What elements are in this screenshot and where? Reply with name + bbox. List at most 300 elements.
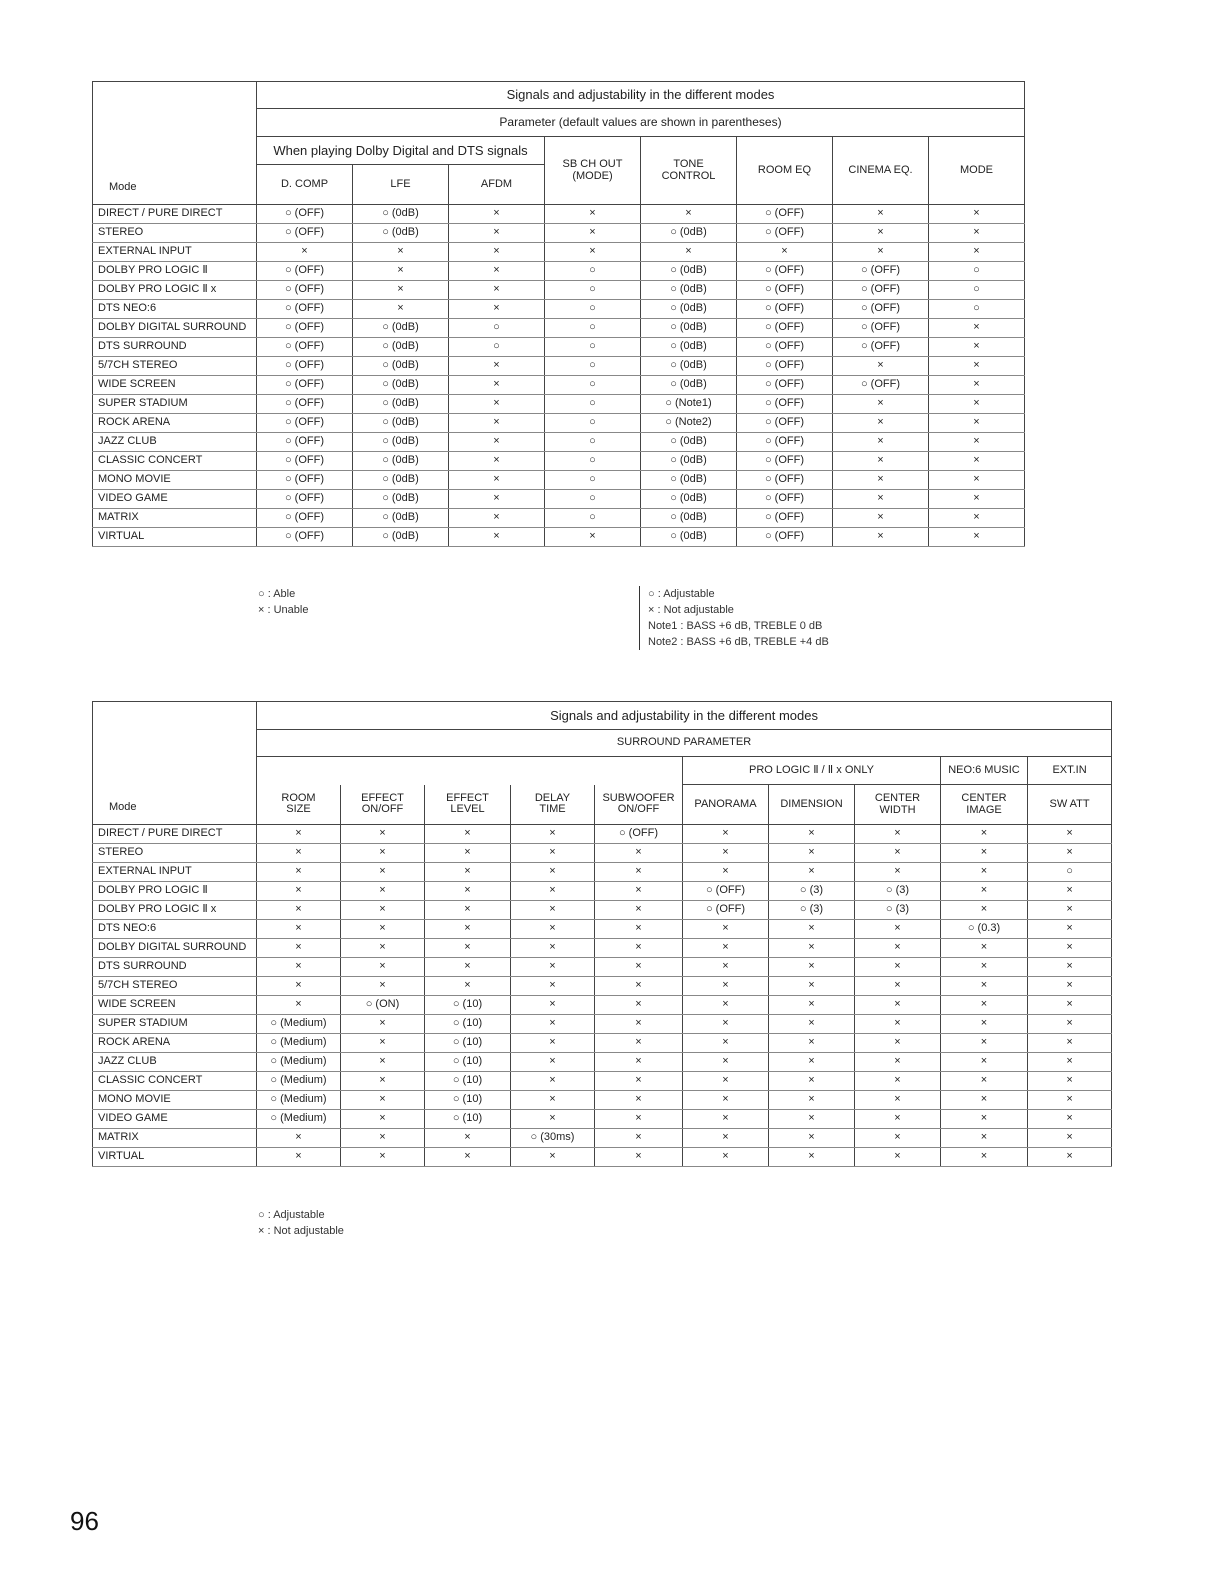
table-cell: ○ (OFF) xyxy=(833,319,929,338)
column-header: CENTER WIDTH xyxy=(855,785,941,825)
mode-column-header: Mode xyxy=(93,82,257,205)
table-row xyxy=(93,1110,1112,1129)
table-cell: × xyxy=(449,281,545,300)
parameter-subheader: Parameter (default values are shown in parentheses) xyxy=(257,109,1025,137)
mode-cell: DTS NEO:6 xyxy=(93,920,257,939)
table-cell: × xyxy=(341,882,425,901)
column-header: TONE CONTROL xyxy=(641,137,737,205)
table-cell: × xyxy=(449,433,545,452)
table-cell: ○ (10) xyxy=(425,996,511,1015)
table-cell: × xyxy=(1028,1148,1112,1167)
extin-header: EXT.IN xyxy=(1028,757,1112,785)
table-row xyxy=(93,1034,1112,1053)
table-cell: × xyxy=(833,224,929,243)
table-row xyxy=(93,528,1025,547)
table-cell: ○ (0dB) xyxy=(353,205,449,224)
table-row xyxy=(93,319,1025,338)
table-row xyxy=(93,882,1112,901)
table-cell: × xyxy=(929,528,1025,547)
table-cell: × xyxy=(595,1034,683,1053)
dolby-dts-header: When playing Dolby Digital and DTS signals xyxy=(257,137,545,165)
table-cell: × xyxy=(855,863,941,882)
table-cell: × xyxy=(257,958,341,977)
legend-note: Note1 : BASS +6 dB, TREBLE 0 dB xyxy=(648,620,823,632)
table-cell: ○ (OFF) xyxy=(257,414,353,433)
mode-cell: EXTERNAL INPUT xyxy=(93,863,257,882)
table-cell: × xyxy=(941,977,1028,996)
table-cell: × xyxy=(941,1053,1028,1072)
table-cell: × xyxy=(257,996,341,1015)
table-cell: × xyxy=(941,958,1028,977)
table-cell: × xyxy=(341,977,425,996)
table-cell: ○ (3) xyxy=(855,882,941,901)
column-header: ROOM EQ xyxy=(737,137,833,205)
table-cell: × xyxy=(341,958,425,977)
table-cell: ○ xyxy=(545,414,641,433)
table-cell: × xyxy=(341,1091,425,1110)
table-cell: ○ (0dB) xyxy=(353,452,449,471)
table-cell: × xyxy=(1028,1129,1112,1148)
table-cell: × xyxy=(595,1053,683,1072)
table-row xyxy=(93,1015,1112,1034)
table-cell: × xyxy=(941,1072,1028,1091)
table-cell: × xyxy=(511,882,595,901)
table-cell: ○ (OFF) xyxy=(257,281,353,300)
table-cell: × xyxy=(449,376,545,395)
table-row xyxy=(93,414,1025,433)
table-cell: ○ (OFF) xyxy=(833,262,929,281)
table-cell: × xyxy=(929,243,1025,262)
table-cell: ○ (0dB) xyxy=(641,357,737,376)
table-cell: × xyxy=(257,1129,341,1148)
mode-cell: VIDEO GAME xyxy=(93,490,257,509)
table-cell: × xyxy=(595,901,683,920)
table-cell: × xyxy=(941,844,1028,863)
mode-cell: DIRECT / PURE DIRECT xyxy=(93,825,257,844)
table-cell: ○ (OFF) xyxy=(833,376,929,395)
table-row xyxy=(93,452,1025,471)
table-cell: × xyxy=(1028,958,1112,977)
table-cell: ○ xyxy=(545,490,641,509)
table-cell: × xyxy=(941,901,1028,920)
legend-note: Note2 : BASS +6 dB, TREBLE +4 dB xyxy=(648,636,829,648)
column-header: EFFECT ON/OFF xyxy=(341,785,425,825)
legend-item: × : Not adjustable xyxy=(258,1225,344,1237)
table-cell: × xyxy=(855,1148,941,1167)
table-cell: × xyxy=(769,825,855,844)
table-cell: × xyxy=(257,844,341,863)
table-row xyxy=(93,958,1112,977)
table-cell: ○ (0dB) xyxy=(641,376,737,395)
column-header: EFFECT LEVEL xyxy=(425,785,511,825)
column-header: AFDM xyxy=(449,165,545,205)
table-cell: ○ (OFF) xyxy=(257,319,353,338)
table-cell: × xyxy=(425,1148,511,1167)
table-cell: ○ xyxy=(449,319,545,338)
table-cell: ○ (OFF) xyxy=(737,357,833,376)
table-cell: ○ (OFF) xyxy=(737,205,833,224)
table-cell: ○ xyxy=(545,452,641,471)
table-cell: × xyxy=(449,490,545,509)
table-cell: × xyxy=(341,844,425,863)
table-cell: × xyxy=(511,1072,595,1091)
table-cell: × xyxy=(683,844,769,863)
table-cell: × xyxy=(683,958,769,977)
table-row xyxy=(93,844,1112,863)
table-cell: × xyxy=(769,1015,855,1034)
column-header: D. COMP xyxy=(257,165,353,205)
table-cell: ○ (0dB) xyxy=(353,433,449,452)
column-header: CENTER IMAGE xyxy=(941,785,1028,825)
table-cell: ○ (10) xyxy=(425,1053,511,1072)
surround-parameter-subheader: SURROUND PARAMETER xyxy=(257,730,1112,757)
mode-cell: VIRTUAL xyxy=(93,1148,257,1167)
table-cell: ○ (OFF) xyxy=(737,433,833,452)
table-cell: × xyxy=(1028,1091,1112,1110)
table-cell: ○ (0dB) xyxy=(641,319,737,338)
table-cell: × xyxy=(769,1129,855,1148)
table-cell: × xyxy=(511,1148,595,1167)
mode-cell: JAZZ CLUB xyxy=(93,1053,257,1072)
table-cell: × xyxy=(511,958,595,977)
table-cell: × xyxy=(511,1015,595,1034)
column-header: MODE xyxy=(929,137,1025,205)
table-cell: ○ (OFF) xyxy=(683,882,769,901)
table-cell: × xyxy=(511,863,595,882)
table-cell: × xyxy=(341,1053,425,1072)
pro-logic-header: PRO LOGIC Ⅱ / Ⅱ x ONLY xyxy=(683,757,941,785)
table-cell: × xyxy=(769,1148,855,1167)
table-cell: ○ (0dB) xyxy=(353,338,449,357)
legend-item: ○ : Adjustable xyxy=(258,1209,325,1221)
table-cell: ○ (OFF) xyxy=(737,528,833,547)
table-cell: ○ xyxy=(929,262,1025,281)
table-cell: ○ xyxy=(545,338,641,357)
table-cell: ○ (OFF) xyxy=(683,901,769,920)
table-cell: × xyxy=(341,1110,425,1129)
table-cell: × xyxy=(769,920,855,939)
table-cell: ○ xyxy=(545,471,641,490)
table-cell: ○ (OFF) xyxy=(257,300,353,319)
mode-cell: DOLBY PRO LOGIC Ⅱ x xyxy=(93,281,257,300)
table-cell: ○ (OFF) xyxy=(737,452,833,471)
table-cell: × xyxy=(545,528,641,547)
table-cell: × xyxy=(425,939,511,958)
legend-item: × : Unable xyxy=(258,604,309,616)
table-cell: × xyxy=(683,825,769,844)
table-cell: × xyxy=(511,1110,595,1129)
table-cell: × xyxy=(595,920,683,939)
mode-cell: DOLBY DIGITAL SURROUND xyxy=(93,319,257,338)
table-cell: × xyxy=(683,996,769,1015)
table-cell: × xyxy=(833,509,929,528)
mode-cell: VIRTUAL xyxy=(93,528,257,547)
mode-cell: WIDE SCREEN xyxy=(93,376,257,395)
table-row xyxy=(93,1072,1112,1091)
table-cell: ○ (3) xyxy=(769,882,855,901)
table-cell: ○ (OFF) xyxy=(257,490,353,509)
table-cell: × xyxy=(683,1072,769,1091)
table-body xyxy=(93,825,1112,1167)
table-cell: × xyxy=(929,338,1025,357)
table-cell: × xyxy=(833,471,929,490)
table-cell: × xyxy=(341,920,425,939)
table-cell: ○ (3) xyxy=(769,901,855,920)
table-cell: × xyxy=(855,958,941,977)
table-cell: × xyxy=(595,1110,683,1129)
table-row xyxy=(93,243,1025,262)
table-cell: × xyxy=(769,977,855,996)
table-cell: × xyxy=(737,243,833,262)
table-cell: × xyxy=(511,901,595,920)
table-cell: ○ (0dB) xyxy=(641,490,737,509)
legend-adjustable xyxy=(258,1207,344,1239)
table-cell: ○ xyxy=(545,319,641,338)
table-cell: ○ (Medium) xyxy=(257,1034,341,1053)
table-cell: ○ (0dB) xyxy=(353,319,449,338)
mode-cell: WIDE SCREEN xyxy=(93,996,257,1015)
table-cell: × xyxy=(683,920,769,939)
table-cell: × xyxy=(511,977,595,996)
table-cell: × xyxy=(929,395,1025,414)
mode-cell: 5/7CH STEREO xyxy=(93,357,257,376)
table-cell: × xyxy=(769,1110,855,1129)
table-cell: ○ (0dB) xyxy=(353,528,449,547)
table-row xyxy=(93,1053,1112,1072)
table-cell: × xyxy=(1028,1015,1112,1034)
table-cell: × xyxy=(855,1129,941,1148)
table-cell: × xyxy=(929,357,1025,376)
page-number: 96 xyxy=(70,1506,99,1536)
table-cell: × xyxy=(855,1015,941,1034)
table-cell: ○ (OFF) xyxy=(257,376,353,395)
table-cell: ○ xyxy=(449,338,545,357)
mode-cell: 5/7CH STEREO xyxy=(93,977,257,996)
table-cell: × xyxy=(511,1034,595,1053)
table-cell: ○ (OFF) xyxy=(737,224,833,243)
table-row xyxy=(93,376,1025,395)
table-cell: × xyxy=(341,825,425,844)
table-cell: × xyxy=(425,958,511,977)
table-cell: × xyxy=(683,1129,769,1148)
table-cell: × xyxy=(941,939,1028,958)
table-cell: × xyxy=(941,1015,1028,1034)
table-cell: × xyxy=(929,376,1025,395)
table-cell: × xyxy=(929,471,1025,490)
table-cell: × xyxy=(941,996,1028,1015)
table-cell: × xyxy=(353,262,449,281)
table-row xyxy=(93,1148,1112,1167)
table-cell: × xyxy=(341,1129,425,1148)
mode-cell: SUPER STADIUM xyxy=(93,1015,257,1034)
table-cell: × xyxy=(833,205,929,224)
table-cell: × xyxy=(833,395,929,414)
table-cell: ○ xyxy=(545,395,641,414)
table-cell: × xyxy=(929,319,1025,338)
table-cell: ○ (0dB) xyxy=(641,452,737,471)
column-header: PANORAMA xyxy=(683,785,769,825)
table-cell: ○ (OFF) xyxy=(257,528,353,547)
table-cell: × xyxy=(1028,825,1112,844)
table-cell: ○ (0dB) xyxy=(353,395,449,414)
table-cell: ○ xyxy=(545,509,641,528)
mode-cell: MONO MOVIE xyxy=(93,471,257,490)
table-cell: × xyxy=(1028,1110,1112,1129)
mode-cell: CLASSIC CONCERT xyxy=(93,452,257,471)
mode-cell: SUPER STADIUM xyxy=(93,395,257,414)
column-header: SUBWOOFER ON/OFF xyxy=(595,785,683,825)
group-header: Signals and adjustability in the different modes xyxy=(257,702,1112,730)
table-cell: × xyxy=(769,958,855,977)
table-cell: ○ (OFF) xyxy=(595,825,683,844)
table-cell: ○ (0dB) xyxy=(641,338,737,357)
table-cell: ○ (OFF) xyxy=(257,452,353,471)
table-cell: ○ (OFF) xyxy=(257,471,353,490)
table-cell: × xyxy=(929,224,1025,243)
table-cell: ○ (0dB) xyxy=(641,471,737,490)
table-cell: × xyxy=(449,224,545,243)
table-cell: × xyxy=(595,1129,683,1148)
table-cell: ○ (ON) xyxy=(341,996,425,1015)
table-cell: × xyxy=(425,977,511,996)
table-cell: ○ (OFF) xyxy=(737,376,833,395)
table-row xyxy=(93,281,1025,300)
table-cell: × xyxy=(929,433,1025,452)
table-cell: × xyxy=(941,1091,1028,1110)
table-cell: × xyxy=(769,1091,855,1110)
table-cell: × xyxy=(855,939,941,958)
blank-header xyxy=(257,757,683,785)
table-row xyxy=(93,395,1025,414)
legend-item: ○ : Able xyxy=(258,588,296,600)
column-header: SB CH OUT (MODE) xyxy=(545,137,641,205)
table-cell: ○ (0dB) xyxy=(641,528,737,547)
table-row xyxy=(93,490,1025,509)
table-cell: × xyxy=(449,414,545,433)
table-cell: ○ (30ms) xyxy=(511,1129,595,1148)
table-cell: × xyxy=(855,1034,941,1053)
table-cell: × xyxy=(1028,1034,1112,1053)
table-cell: × xyxy=(855,920,941,939)
table-cell: ○ (3) xyxy=(855,901,941,920)
table-cell: × xyxy=(257,939,341,958)
table-cell: ○ (OFF) xyxy=(737,509,833,528)
mode-cell: CLASSIC CONCERT xyxy=(93,1072,257,1091)
mode-cell: DTS SURROUND xyxy=(93,338,257,357)
table-cell: × xyxy=(449,471,545,490)
table-cell: × xyxy=(683,863,769,882)
table-cell: ○ (OFF) xyxy=(257,357,353,376)
table-cell: × xyxy=(683,977,769,996)
table-cell: × xyxy=(511,1053,595,1072)
table-cell: ○ (0dB) xyxy=(353,357,449,376)
table-cell: ○ (0dB) xyxy=(353,376,449,395)
table-cell: ○ (10) xyxy=(425,1015,511,1034)
table-cell: × xyxy=(769,1034,855,1053)
table-cell: ○ (OFF) xyxy=(257,224,353,243)
table-cell: × xyxy=(511,825,595,844)
table-cell: × xyxy=(595,939,683,958)
table-cell: × xyxy=(425,882,511,901)
table-cell: × xyxy=(929,414,1025,433)
table-cell: × xyxy=(425,863,511,882)
table-cell: × xyxy=(449,205,545,224)
mode-cell: MONO MOVIE xyxy=(93,1091,257,1110)
table-cell: ○ (0dB) xyxy=(641,224,737,243)
table-cell: × xyxy=(511,939,595,958)
mode-cell: EXTERNAL INPUT xyxy=(93,243,257,262)
table-row xyxy=(93,357,1025,376)
table-cell: ○ xyxy=(545,262,641,281)
table-cell: × xyxy=(595,1015,683,1034)
table-row xyxy=(93,338,1025,357)
table-cell: × xyxy=(511,996,595,1015)
table-cell: × xyxy=(449,509,545,528)
table-cell: ○ (10) xyxy=(425,1110,511,1129)
table-cell: × xyxy=(641,243,737,262)
table-row xyxy=(93,262,1025,281)
table-cell: × xyxy=(833,243,929,262)
legend-item: ○ : Adjustable xyxy=(648,588,715,600)
table-cell: × xyxy=(511,1091,595,1110)
table-cell: ○ (Medium) xyxy=(257,1072,341,1091)
table-cell: × xyxy=(833,414,929,433)
table-cell: ○ (OFF) xyxy=(257,433,353,452)
table-body xyxy=(93,205,1025,547)
table-cell: × xyxy=(449,452,545,471)
mode-cell: DIRECT / PURE DIRECT xyxy=(93,205,257,224)
table-row xyxy=(93,300,1025,319)
table-cell: × xyxy=(595,1091,683,1110)
table-cell: × xyxy=(683,1091,769,1110)
table-cell: × xyxy=(341,863,425,882)
table-cell: × xyxy=(683,1148,769,1167)
table-cell: × xyxy=(425,844,511,863)
legend-item: × : Not adjustable xyxy=(648,604,734,616)
table-cell: × xyxy=(545,205,641,224)
table-cell: ○ xyxy=(545,281,641,300)
table-cell: ○ xyxy=(545,357,641,376)
table-cell: × xyxy=(449,300,545,319)
table-cell: × xyxy=(257,825,341,844)
table-cell: × xyxy=(833,528,929,547)
table-cell: × xyxy=(353,281,449,300)
table-cell: × xyxy=(941,1148,1028,1167)
mode-column-header: Mode xyxy=(93,702,257,825)
legend-able xyxy=(258,586,308,618)
mode-cell: STEREO xyxy=(93,844,257,863)
table-cell: × xyxy=(545,243,641,262)
table-cell: ○ (OFF) xyxy=(257,338,353,357)
table-cell: × xyxy=(769,844,855,863)
table-cell: × xyxy=(929,490,1025,509)
table-cell: × xyxy=(941,882,1028,901)
table-cell: ○ xyxy=(545,433,641,452)
table-cell: ○ (OFF) xyxy=(257,205,353,224)
mode-cell: DTS SURROUND xyxy=(93,958,257,977)
table-cell: ○ (0dB) xyxy=(353,471,449,490)
table-cell: × xyxy=(941,1034,1028,1053)
table-cell: ○ xyxy=(929,300,1025,319)
table-cell: × xyxy=(641,205,737,224)
table-row xyxy=(93,825,1112,844)
table-row xyxy=(93,863,1112,882)
table-cell: ○ (10) xyxy=(425,1034,511,1053)
table-row xyxy=(93,471,1025,490)
table-cell: × xyxy=(595,996,683,1015)
table-cell: ○ (10) xyxy=(425,1072,511,1091)
table-row xyxy=(93,920,1112,939)
